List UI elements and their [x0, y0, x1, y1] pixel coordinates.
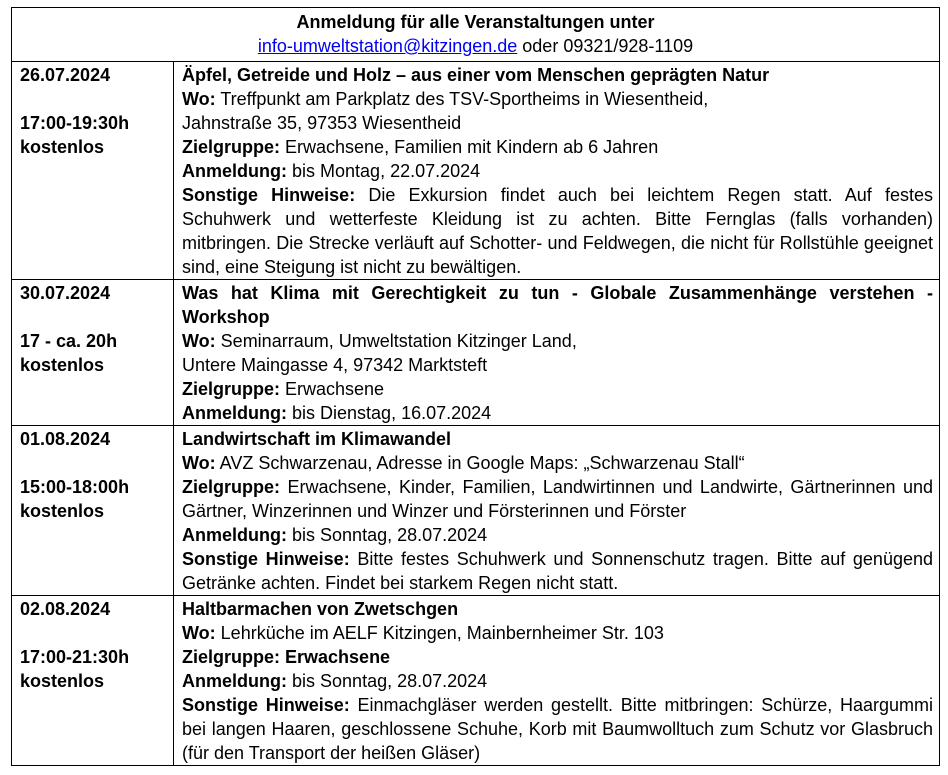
event-where-line2: Untere Maingasse 4, 97342 Marktsteft: [182, 355, 488, 375]
header-contact: [12, 34, 939, 58]
event-date: 30.07.2024: [20, 283, 111, 303]
email-link[interactable]: info-umweltstation@kitzingen.de: [257, 36, 518, 56]
where-label: Wo:: [182, 89, 216, 109]
event-time: 17:00-21:30h: [20, 647, 130, 667]
notes-label: Sonstige Hinweise:: [182, 695, 350, 715]
target-label: Zielgruppe:: [182, 137, 280, 157]
registration-header: [12, 8, 939, 62]
event-date: 01.08.2024: [20, 429, 111, 449]
where-label: Wo:: [182, 331, 216, 351]
event-where: AVZ Schwarzenau, Adresse in Google Maps: „Schwarzenau Stall“: [219, 453, 745, 473]
event-time: 15:00-18:00h: [20, 477, 130, 497]
notes-label: Sonstige Hinweise:: [182, 185, 356, 205]
registration-label: Anmeldung:: [182, 671, 287, 691]
header-title: Anmeldung für alle Veranstaltungen unter: [296, 12, 655, 32]
event-details: [174, 280, 939, 425]
event-price: kostenlos: [20, 501, 105, 521]
event-price: kostenlos: [20, 355, 105, 375]
event-where: Seminarraum, Umweltstation Kitzinger Land,: [220, 331, 577, 351]
event-row: [12, 62, 939, 280]
event-registration: bis Sonntag, 28.07.2024: [292, 671, 488, 691]
event-price: kostenlos: [20, 137, 105, 157]
event-target: Erwachsene, Kinder, Familien, Landwirtinnen und Landwirte, Gärtnerinnen und Gärtner, Winzerinnen und Winzer und Försterinnen und Förster: [182, 477, 933, 521]
event-price: kostenlos: [20, 671, 105, 691]
event-target: Erwachsene, Familien mit Kindern ab 6 Jahren: [285, 137, 659, 157]
phone-number: 09321/928-1109: [563, 36, 694, 56]
event-where: Treffpunkt am Parkplatz des TSV-Sportheims in Wiesentheid,: [220, 89, 709, 109]
event-title: Haltbarmachen von Zwetschgen: [182, 599, 459, 619]
event-time: 17 - ca. 20h: [20, 331, 118, 351]
where-label: Wo:: [182, 623, 216, 643]
event-target: Erwachsene: [285, 379, 385, 399]
event-row: [12, 426, 939, 596]
event-details: [174, 596, 939, 765]
target-label: Zielgruppe:: [182, 647, 280, 667]
event-where: Lehrküche im AELF Kitzingen, Mainbernheimer Str. 103: [220, 623, 664, 643]
event-date: 02.08.2024: [20, 599, 111, 619]
event-notes: Die Exkursion findet auch bei leichtem Regen statt. Auf festes Schuhwerk und wetterfeste Kleidung ist zu achten. Bitte Fernglas (falls vorhanden) mitbringen. Die Strecke verläuft auf Schotter- und Feldwegen, die nicht für Rollstühle geeignet sind, eine Steigung ist nicht zu bewältigen.: [182, 185, 933, 277]
event-title: Landwirtschaft im Klimawandel: [182, 429, 452, 449]
target-label: Zielgruppe:: [182, 477, 280, 497]
event-meta: [12, 426, 174, 595]
header-connector: oder: [517, 36, 564, 56]
event-date: 26.07.2024: [20, 65, 111, 85]
event-row: [12, 596, 939, 765]
event-registration: bis Dienstag, 16.07.2024: [292, 403, 492, 423]
event-title: Was hat Klima mit Gerechtigkeit zu tun - Globale Zusammenhänge verstehen - Workshop: [182, 283, 933, 327]
event-time: 17:00-19:30h: [20, 113, 130, 133]
events-table: [11, 7, 940, 766]
registration-label: Anmeldung:: [182, 403, 287, 423]
event-registration: bis Montag, 22.07.2024: [292, 161, 481, 181]
event-where-line2: Jahnstraße 35, 97353 Wiesentheid: [182, 113, 462, 133]
event-notes: Bitte festes Schuhwerk und Sonnenschutz tragen. Bitte auf genügend Getränke achten. Findet bei starkem Regen nicht statt.: [182, 549, 933, 593]
registration-label: Anmeldung:: [182, 161, 287, 181]
event-row: [12, 280, 939, 426]
target-label: Zielgruppe:: [182, 379, 280, 399]
where-label: Wo:: [182, 453, 216, 473]
registration-label: Anmeldung:: [182, 525, 287, 545]
event-meta: [12, 280, 174, 425]
event-meta: [12, 596, 174, 765]
event-title: Äpfel, Getreide und Holz – aus einer vom Menschen geprägten Natur: [182, 65, 770, 85]
event-notes: Einmachgläser werden gestellt. Bitte mitbringen: Schürze, Haargummi bei langen Haaren, geschlossene Schuhe, Korb mit Baumwolltuch zum Schutz vor Glasbruch (für den Transport der heißen Gläser): [182, 695, 933, 763]
event-details: [174, 62, 939, 279]
notes-label: Sonstige Hinweise:: [182, 549, 350, 569]
event-meta: [12, 62, 174, 279]
event-registration: bis Sonntag, 28.07.2024: [292, 525, 488, 545]
event-details: [174, 426, 939, 595]
event-target: Erwachsene: [285, 647, 391, 667]
